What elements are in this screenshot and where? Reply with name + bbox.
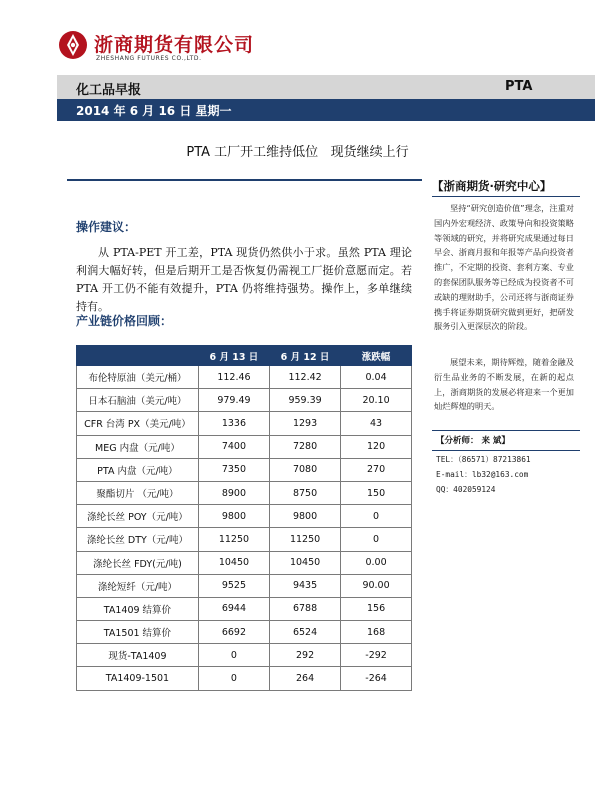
price-review-title: 产业链价格回顾： — [76, 314, 173, 328]
price-table — [76, 345, 412, 691]
row-label: 涤纶短纤（元/吨） — [77, 574, 199, 597]
research-center-heading: 【浙商期货·研究中心】 — [432, 179, 552, 193]
report-date: 2014 年 6 月 16 日 星期一 — [76, 104, 232, 118]
table-row — [77, 574, 412, 597]
table-cell: 9435 — [270, 574, 341, 597]
row-label: CFR 台湾 PX（美元/吨） — [77, 412, 199, 435]
table-cell: 270 — [341, 458, 412, 481]
table-cell: 959.39 — [270, 389, 341, 412]
table-cell: 1336 — [198, 412, 269, 435]
table-row — [77, 458, 412, 481]
table-cell: 20.10 — [341, 389, 412, 412]
row-label: 布伦特原油（美元/桶） — [77, 366, 199, 389]
row-label: TA1409-1501 — [77, 667, 199, 690]
table-cell: 9525 — [198, 574, 269, 597]
table-cell: 9800 — [270, 505, 341, 528]
table-cell: 6788 — [270, 597, 341, 620]
company-name-en: ZHESHANG FUTURES CO.,LTD. — [96, 55, 202, 62]
table-cell: 7080 — [270, 458, 341, 481]
sidebar-divider — [432, 196, 580, 197]
table-row — [77, 481, 412, 504]
table-cell: 0 — [341, 528, 412, 551]
table-header-cell: 涨跌幅 — [341, 346, 412, 366]
table-cell: 8750 — [270, 481, 341, 504]
company-logo-icon — [58, 30, 88, 60]
row-label: TA1409 结算价 — [77, 597, 199, 620]
table-row — [77, 366, 412, 389]
table-cell: 0 — [341, 505, 412, 528]
table-cell: 156 — [341, 597, 412, 620]
row-label: 日本石脑油（美元/吨） — [77, 389, 199, 412]
table-cell: 112.46 — [198, 366, 269, 389]
contact-email[interactable]: E-mail：lb32@163.com — [436, 470, 529, 479]
table-row — [77, 551, 412, 574]
table-cell: -264 — [341, 667, 412, 690]
table-cell: 7350 — [198, 458, 269, 481]
table-cell: 1293 — [270, 412, 341, 435]
table-cell: 10450 — [270, 551, 341, 574]
table-cell: 11250 — [270, 528, 341, 551]
table-cell: 0 — [198, 667, 269, 690]
table-cell: 7280 — [270, 435, 341, 458]
table-cell: 6692 — [198, 621, 269, 644]
table-header-cell: 6 月 12 日 — [270, 346, 341, 366]
table-cell: 43 — [341, 412, 412, 435]
row-label: 涤纶长丝 POY（元/吨） — [77, 505, 199, 528]
row-label: TA1501 结算价 — [77, 621, 199, 644]
table-row — [77, 505, 412, 528]
advice-text: 从 PTA-PET 开工差，PTA 现货仍然供小于求。虽然 PTA 理论利润大幅好转，但是后期开工是否恢复仍需视工厂挺价意愿而定。若 PTA 开工仍不能有效提升，PTA 仍将维持强势。操作上，多单继续持有。 — [76, 246, 412, 313]
table-row — [77, 389, 412, 412]
table-row — [77, 644, 412, 667]
table-cell: 112.42 — [270, 366, 341, 389]
table-cell: -292 — [341, 644, 412, 667]
table-cell: 9800 — [198, 505, 269, 528]
research-center-intro: 坚持“研究创造价值”理念，注重对国内外宏观经济、政策导向和投资策略等领域的研究，并将研究成果通过每日早会、浙商月报和年报等产品向投资者推广，不定期的投资、套利方案、专业的套保团队服务等已经成为投资者不可或缺的理财助手，公司还将与浙商证券携手将证券期货研究做到更好，把研发服务引入更深层次的阶段。 — [434, 203, 574, 332]
table-cell: 168 — [341, 621, 412, 644]
table-cell: 264 — [270, 667, 341, 690]
table-header-row — [77, 346, 412, 366]
table-cell: 979.49 — [198, 389, 269, 412]
report-title: 化工品早报 — [76, 83, 142, 98]
table-cell: 90.00 — [341, 574, 412, 597]
table-row — [77, 667, 412, 690]
row-label: 涤纶长丝 DTY（元/吨） — [77, 528, 199, 551]
row-label: 现货-TA1409 — [77, 644, 199, 667]
table-cell: 6944 — [198, 597, 269, 620]
table-cell: 150 — [341, 481, 412, 504]
table-cell: 10450 — [198, 551, 269, 574]
sidebar-divider — [432, 450, 580, 451]
table-cell: 0 — [198, 644, 269, 667]
table-cell: 292 — [270, 644, 341, 667]
table-header-cell — [77, 346, 199, 366]
table-row — [77, 435, 412, 458]
table-cell: 6524 — [270, 621, 341, 644]
table-row — [77, 412, 412, 435]
table-cell: 120 — [341, 435, 412, 458]
table-cell: 8900 — [198, 481, 269, 504]
table-cell: 7400 — [198, 435, 269, 458]
table-cell: 0.00 — [341, 551, 412, 574]
product-code: PTA — [505, 79, 533, 94]
headline-divider — [67, 179, 422, 181]
analyst-name: 【分析师： 来 斌】 — [436, 436, 510, 446]
advice-title: 操作建议： — [76, 220, 137, 234]
table-cell: 0.04 — [341, 366, 412, 389]
table-cell: 11250 — [198, 528, 269, 551]
table-header-cell: 6 月 13 日 — [198, 346, 269, 366]
company-name-cn: 浙商期货有限公司 — [94, 34, 255, 56]
row-label: PTA 内盘（元/吨） — [77, 458, 199, 481]
row-label: MEG 内盘（元/吨） — [77, 435, 199, 458]
row-label: 聚酯切片 （元/吨） — [77, 481, 199, 504]
table-row — [77, 621, 412, 644]
row-label: 涤纶长丝 FDY(元/吨) — [77, 551, 199, 574]
sidebar-divider — [432, 430, 580, 431]
contact-qq: QQ：402059124 — [436, 485, 496, 494]
headline: PTA 工厂开工维持低位 现货继续上行 — [186, 145, 409, 160]
table-row — [77, 597, 412, 620]
table-row — [77, 528, 412, 551]
contact-tel: TEL：（86571）87213861 — [436, 455, 531, 464]
research-center-outlook: 展望未来，期待辉煌，随着金融及衍生品业务的不断发展，在新的起点上，浙商期货的发展必将迎来一个更加灿烂辉煌的明天。 — [434, 357, 574, 412]
